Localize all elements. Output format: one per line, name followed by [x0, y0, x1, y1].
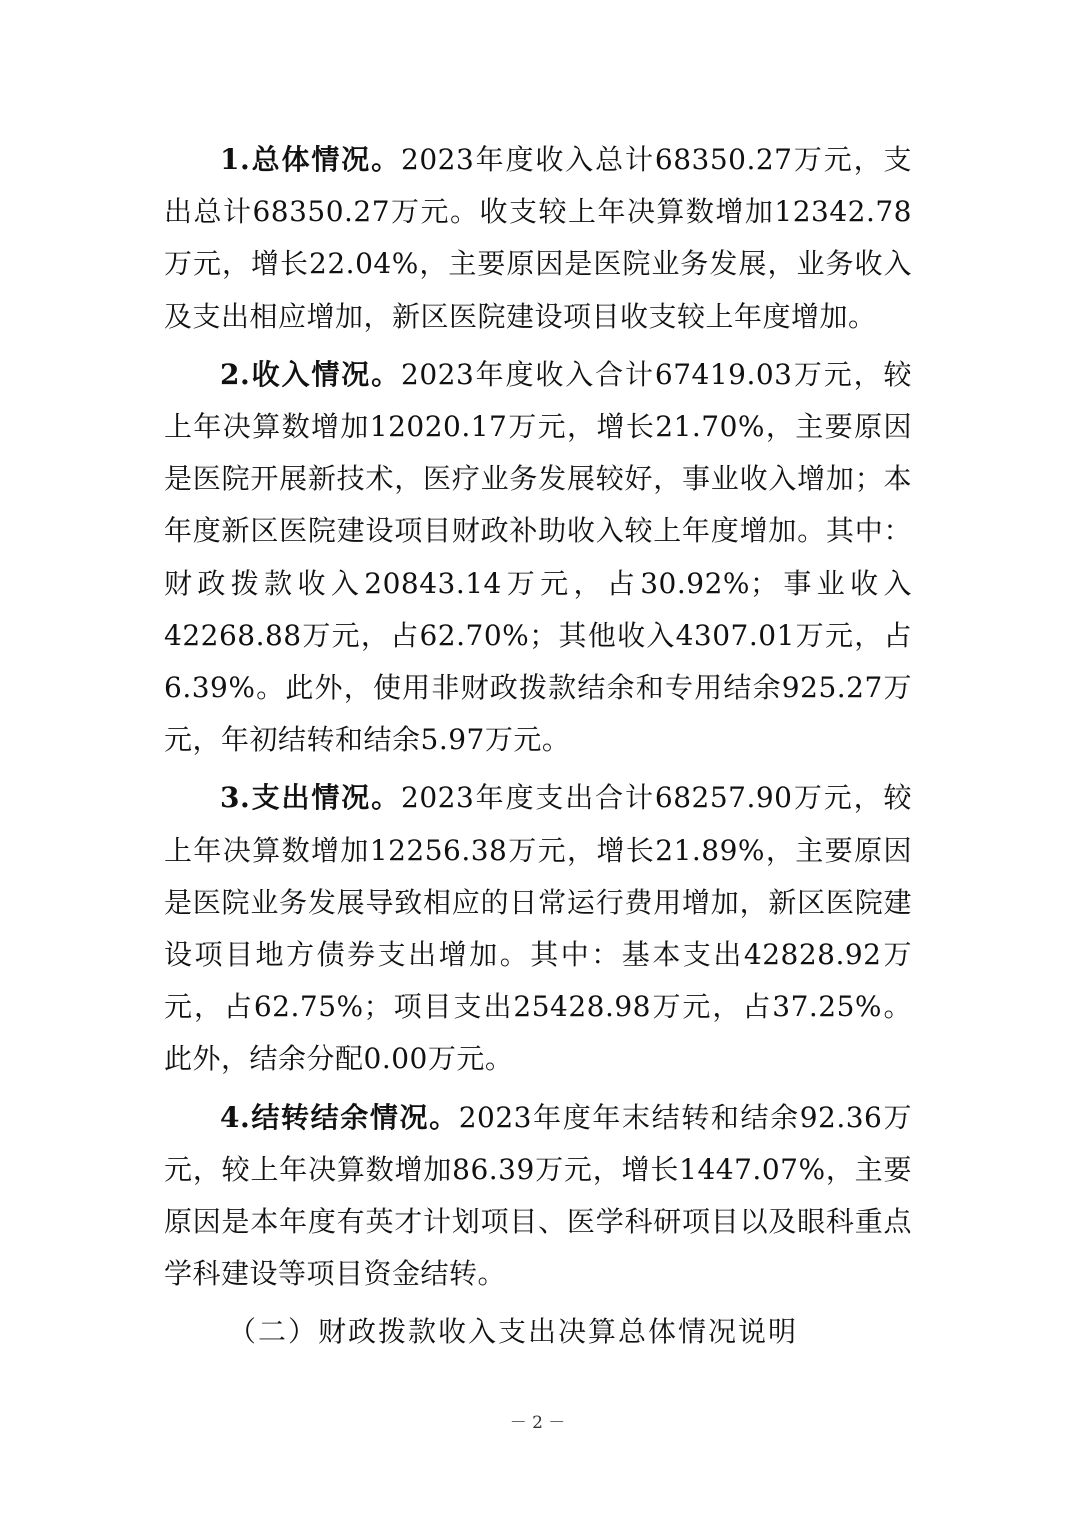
paragraph-lead: 1.总体情况。: [220, 143, 401, 176]
paragraph-carryover: [164, 1092, 912, 1301]
page-number: － 2 －: [509, 1413, 566, 1433]
paragraph-income: [164, 349, 912, 767]
paragraph-overall: [164, 134, 912, 343]
paragraph-expenditure: [164, 772, 912, 1085]
section-heading: （二）财政拨款收入支出决算总体情况说明: [228, 1315, 799, 1349]
document-body: [164, 134, 912, 1358]
paragraph-body: 2023年度收入合计67419.03万元，较上年决算数增加12020.17万元，增长21.70%，主要原因是医院开展新技术，医疗业务发展较好，事业收入增加；本年度新区医院建设项目财政补助收入较上年度增加。其中：财政拨款收入20843.14万元，占30.92%；事业收入42268.88万元，占62.70%；其他收入4307.01万元，占6.39%。此外，使用非财政拨款结余和专用结余925.27万元，年初结转和结余5.97万元。: [164, 357, 912, 757]
paragraph-body: 2023年度支出合计68257.90万元，较上年决算数增加12256.38万元，增长21.89%，主要原因是医院业务发展导致相应的日常运行费用增加，新区医院建设项目地方债券支出增加。其中：基本支出42828.92万元，占62.75%；项目支出25428.98万元，占37.25%。此外，结余分配0.00万元。: [164, 781, 912, 1076]
paragraph-lead: 2.收入情况。: [220, 357, 401, 391]
paragraph-lead: 3.支出情况。: [220, 781, 401, 815]
paragraph-lead: 4.结转结余情况。: [220, 1100, 459, 1134]
paragraph-body: 2023年度收入总计68350.27万元，支出总计68350.27万元。收支较上年决算数增加12342.78万元，增长22.04%，主要原因是医院业务发展，业务收入及支出相应增加，新区医院建设项目收支较上年度增加。: [164, 143, 912, 333]
paragraph-body: 2023年度年末结转和结余92.36万元，较上年决算数增加86.39万元，增长1447.07%，主要原因是本年度有英才计划项目、医学科研项目以及眼科重点学科建设等项目资金结转。: [164, 1100, 912, 1291]
